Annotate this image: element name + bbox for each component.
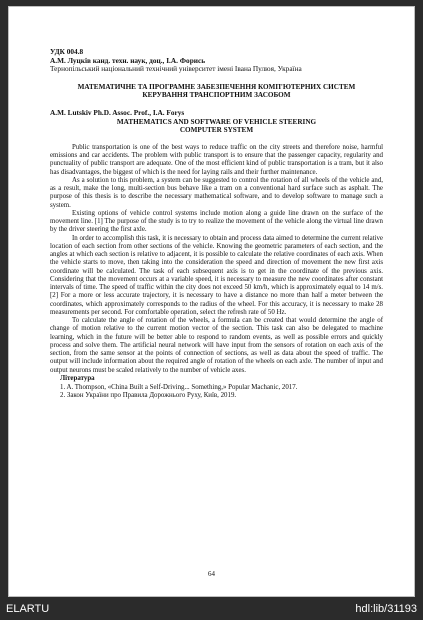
references-heading: Література bbox=[60, 375, 95, 383]
paragraph: Existing options of vehicle control systems include motion along a guide line drawn on the surface of the movement line. [1] The purpose of the study is to try to realize the movement of the vehicle along the virtual line drawn by the driver steering the first axle. bbox=[50, 209, 383, 234]
affiliation-ua: Тернопільський національний технічний університет імені Івана Пулюя, Україна bbox=[50, 64, 302, 74]
reference-item: 1. A. Thompson, «China Built a Self-Driving... Something,» Popular Machanic, 2017. bbox=[60, 383, 298, 391]
paragraph: To calculate the angle of rotation of the wheels, a formula can be created that would determine the angle of change of motion relative to the current motion vector of the section. This task can also be delegated to machine learning, which in the future will be better able to respond to random events, as well as possible errors and quickly process and solve them. The artificial neural network will have input from the sensors of rotation on each axis of the section, from the same sensor at the points of connection of sections, as well as data about the speed of traffic. The output will include information about the required angle of rotation of the wheels on each axle. The number of input and output neurons must be scaled relatively to the number of vehicle axes. bbox=[50, 317, 383, 374]
udc-code: УДК 004.8 bbox=[50, 47, 84, 56]
viewer-footer bbox=[0, 600, 423, 620]
body-text bbox=[50, 144, 383, 375]
footer-repository-label: ELARTU bbox=[6, 603, 50, 615]
page-content bbox=[50, 48, 383, 401]
footer-handle-link[interactable]: hdl:lib/31193 bbox=[355, 603, 417, 615]
paragraph: In order to accomplish this task, it is necessary to obtain and process data aimed to determine the current relative location of each section from other sections of the vehicle. Knowing the geometric parameters of each section, and the angles at which each section is relative to adjacent, it is possible to calculate the relative coordinates of each axis. When the vehicle starts to move, then taking into the consideration the speed and direction of movement the new first axis coordinate will be calculated. The task of each subsequent axis is to get in the coordinate of the previous axis. Considering that the movement occurs at a variable speed, it is necessary to measure the new coordinates after constant intervals of time. The speed of traffic within the city does not exceed 50 km/h, which is approximately equal to 14 m/s. [2] For a more or less accurate trajectory, it is necessary to have a distance no more than half a meter between the coordinates, which approximately corresponds to the radius of the wheel. For this accuracy, it is necessary to make 28 measurements per second. For comfortable operation, select the refresh rate of 50 Hz. bbox=[50, 234, 383, 316]
document-page bbox=[8, 6, 415, 597]
paragraph: Public transportation is one of the best ways to reduce traffic on the city streets and therefore noise, harmful emissions and car accidents. The problem with public transport is to ensure that the passenger capacity, regularity and punctuality of public transport are adequate. One of the most efficient kind of public transportation is a tram, but it also has disadvantages, the biggest of which is the need for laying rails and their further maintenance. bbox=[50, 143, 383, 176]
title-en: MATHEMATICS AND SOFTWARE OF VEHICLE STEERING COMPUTER SYSTEM bbox=[116, 117, 317, 135]
authors-ua: А.М. Луцків канд. техн. наук, доц., І.А. Форись bbox=[50, 55, 206, 65]
authors-en: A.M. Lutskiv Ph.D. Assoc. Prof., I.A. Forys bbox=[50, 107, 185, 117]
title-ua: МАТЕМАТИЧНЕ ТА ПРОГРАМНЕ ЗАБЕЗПЕЧЕННЯ КОМП'ЮТЕРНИХ СИСТЕМ КЕРУВАННЯ ТРАНСПОРТНИМ ЗАСОБОМ bbox=[77, 82, 356, 100]
reference-item: 2. Закон України про Правила Дорожнього Руху, Київ, 2019. bbox=[60, 392, 237, 400]
page-number: 64 bbox=[208, 570, 215, 578]
paragraph: As a solution to this problem, a system can be suggested to control the rotation of all wheels of the vehicle and, as a result, make the long, multi-section bus behave like a tram on a conventional hard surface such as asphalt. The purpose of this thesis is to describe the necessary mathematical software, and to develop software to manage such a system. bbox=[50, 176, 383, 209]
